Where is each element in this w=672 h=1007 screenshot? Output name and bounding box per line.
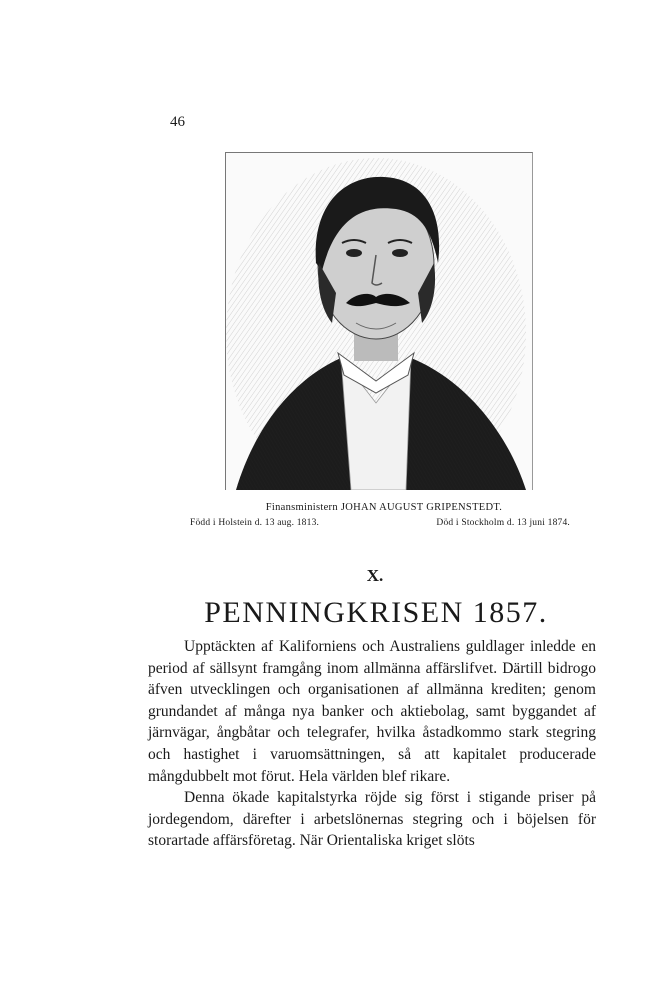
portrait-engraving [226,153,532,490]
caption-born: Född i Holstein d. 13 aug. 1813. [190,518,320,528]
portrait-image [225,152,533,490]
portrait-caption-dates [190,518,570,528]
body-text [148,636,596,852]
caption-died: Död i Stockholm d. 13 juni 1874. [436,518,570,528]
page-number: 46 [170,114,185,130]
chapter-title: PENNINGKRISEN 1857. [204,596,548,629]
portrait-caption-title: Finansministern JOHAN AUGUST GRIPENSTEDT. [265,502,503,513]
paragraph: Denna ökade kapitalstyrka röjde sig först i stigande priser på jordegendom, därefter i arbetslönernas stegring och i böjelsen för storartade affärsföretag. När Orientaliska kriget slöts [148,789,596,850]
chapter-number: X. [366,566,384,585]
paragraph: Upptäckten af Kaliforniens och Australiens guldlager inledde en period af sällsynt framgång inom allmänna affärslifvet. Därtill bidrogo äfven utvecklingen och organisationen af allmänna krediten; genom grundandet af många nya banker och aktiebolag, samt byggandet af järnvägar, ångbåtar och telegrafer, hvilka åstadkommo stark stegring och hastighet i varuomsättningen, så att kapitalet producerade mångdubbelt mot förut. Hela världen blef rikare. [148,638,596,785]
